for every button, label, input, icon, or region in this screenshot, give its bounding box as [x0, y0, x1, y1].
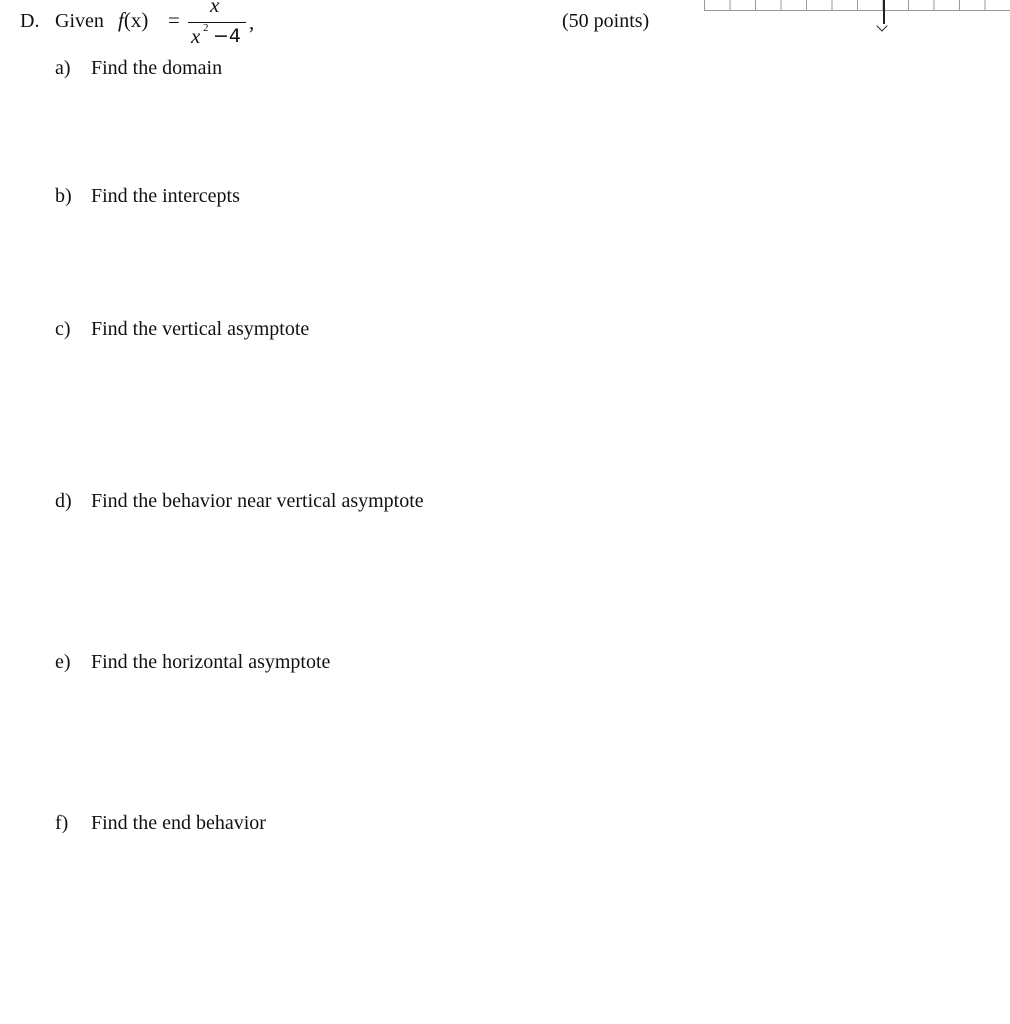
- trailing-comma: ,: [249, 10, 255, 34]
- part-c-text: Find the vertical asymptote: [91, 318, 310, 340]
- denominator-constant: −4: [213, 25, 242, 47]
- fraction-numerator: x: [210, 0, 220, 17]
- part-c-letter: c): [55, 318, 71, 340]
- part-e-text: Find the horizontal asymptote: [91, 651, 331, 673]
- part-f-letter: f): [55, 812, 69, 834]
- part-b-text: Find the intercepts: [91, 185, 240, 207]
- down-arrow-shaft: [883, 0, 885, 24]
- part-f-text: Find the end behavior: [91, 812, 266, 834]
- part-e-letter: e): [55, 651, 71, 673]
- equals-sign: =: [168, 8, 180, 32]
- given-word: Given: [55, 10, 104, 32]
- problem-label: D.: [20, 10, 40, 32]
- part-b-letter: b): [55, 185, 72, 207]
- function-name: f: [118, 8, 124, 32]
- part-a-text: Find the domain: [91, 57, 223, 79]
- denominator-exponent: 2: [203, 22, 209, 34]
- denominator-variable: x: [191, 24, 201, 48]
- function-notation: [118, 8, 148, 33]
- part-d-text: Find the behavior near vertical asymptote: [91, 490, 424, 512]
- part-a-letter: a): [55, 57, 71, 79]
- part-d-letter: d): [55, 490, 72, 512]
- graph-grid-fragment: [704, 0, 1010, 11]
- down-arrow-icon: [876, 20, 887, 31]
- points-label: (50 points): [562, 10, 650, 32]
- function-argument: (x): [123, 8, 149, 32]
